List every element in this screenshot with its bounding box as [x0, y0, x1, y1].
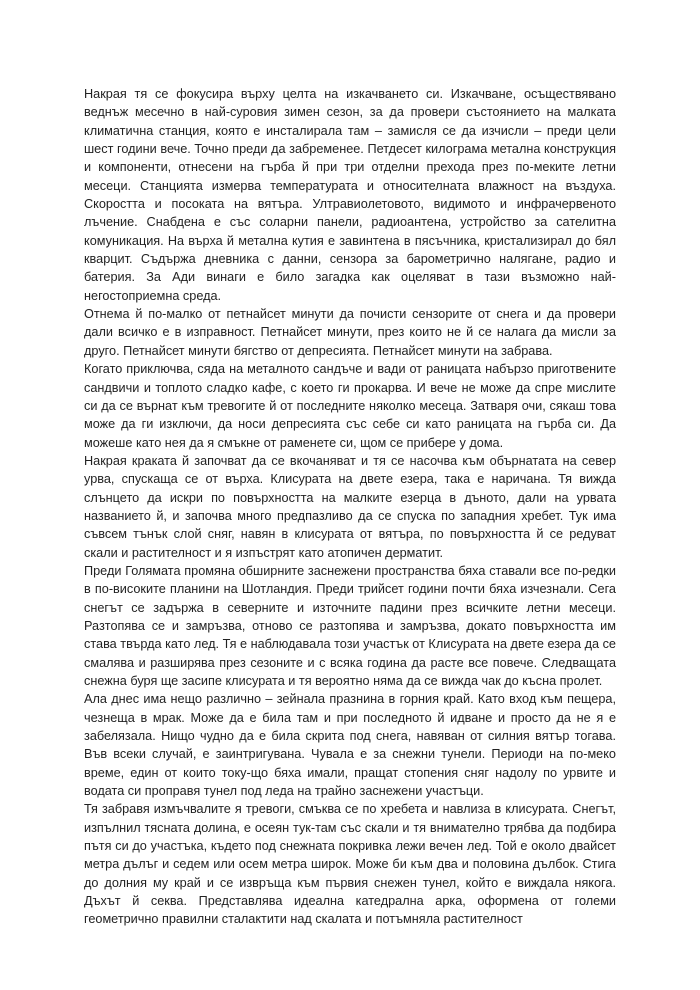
paragraph-7: Тя забравя измъчвалите я тревоги, смъква се по хребета и навлиза в клисурата. Снегът, изпълнил тясната долина, е осеян тук-там със скали и тя внимателно трябва да подбира пътя си до участъка, където под снежната покривка лежи вечен лед. Той е около двайсет метра дълъг и седем или осем метра широк. Може би към два и половина дълбок. Стига до долния му край и се извръща към първия снежен тунел, който е виждала някога. Дъхът й секва. Представлява идеална катедрална арка, оформена от големи геометрично правилни сталактити над скалата и потъмняла растителност — [84, 802, 616, 927]
paragraph-2: Отнема й по-малко от петнайсет минути да почисти сензорите от снега и да провери дали всичко е в изправност. Петнайсет минути, през които не й се налага да мисли за друго. Петнайсет минути бягство от депресията. Петнайсет минути на забрава. — [84, 307, 616, 358]
paragraph-5: Преди Голямата промяна обширните заснежени пространства бяха ставали все по-редки в по-високите планини на Шотландия. Преди трийсет години почти бяха изчезнали. Сега снегът се задържа в северните и източните падини през всичките летни месеци. Разтопява се и замръзва, отново се разтопява и замръзва, докато повърхността им става твърда като лед. Тя е наблюдавала този участък от Клисурата на двете езера да се смалява и разширява през сезоните и с всяка година да расте все повече. Следващата снежна буря ще засипе клисурата и тя вероятно няма да се вижда чак до късна пролет. — [84, 563, 616, 688]
paragraph-3: Когато приключва, сяда на металното сандъче и вади от раницата набързо приготвените сандвичи и топлото сладко кафе, с което ги прокарва. И вече не може да спре мислите си да се върнат към тревогите й от последните няколко месеца. Затваря очи, сякаш това може да ги изключи, да носи депресията със себе си като раницата на гърба си. Да можеше като нея да я смъкне от раменете си, щом се прибере у дома. — [84, 362, 616, 450]
paragraph-4: Накрая краката й започват да се вкочаняват и тя се насочва към обърнатата на север урва, спускаща се от върха. Клисурата на двете езера, така е наричана. Тя вижда слънцето да искри по повърхността на малките езерца в дъното, дали на урвата названието й, и започва много предпазливо да се спуска по западния хребет. Тук има съвсем тънък слой сняг, навян в клисурата от вятъра, по повърхността й се редуват скали и растителност и я изпъстрят като атопичен дерматит. — [84, 453, 616, 560]
paragraph-6: Ала днес има нещо различно – зейнала празнина в горния край. Като вход към пещера, чезнеща в мрак. Може да е била там и при последното й идване и просто да не я е забелязала. Нищо чудно да е била скрита под снега, навяван от силния вятър тогава. Във всеки случай, е заинтригувана. Чувала е за снежни тунели. Периоди на по-меко време, един от които току-що бяха имали, пращат стопения сняг надолу по урвите и водата си проправя тунел под леда на трайно заснежени участъци. — [84, 692, 616, 799]
paragraph-1: Накрая тя се фокусира върху целта на изкачването си. Изкачване, осъществявано веднъж месечно в най-суровия зимен сезон, за да провери състоянието на малката климатична станция, която е инсталирала там – замисля се да изчисли – преди цели шест години вече. Точно преди да забременее. Петдесет килограма метална конструкция и компоненти, отнесени на гърба й при три отделни прехода през по-меките летни месеци. Станцията измерва температурата и относителната влажност на въздуха. Скоростта и посоката на вятъра. Ултравиолетовото, видимото и инфрачервеното лъчение. Снабдена е със соларни панели, радиоантена, устройство за сателитна комуникация. На върха й метална кутия е завинтена в пясъчника, кристализирал до бял кварцит. Съдържа дневника с данни, сензора за барометрично налягане, радио и батерия. За Ади винаги е било загадка как оцеляват в тази възможно най-негостоприемна среда. — [84, 87, 616, 303]
